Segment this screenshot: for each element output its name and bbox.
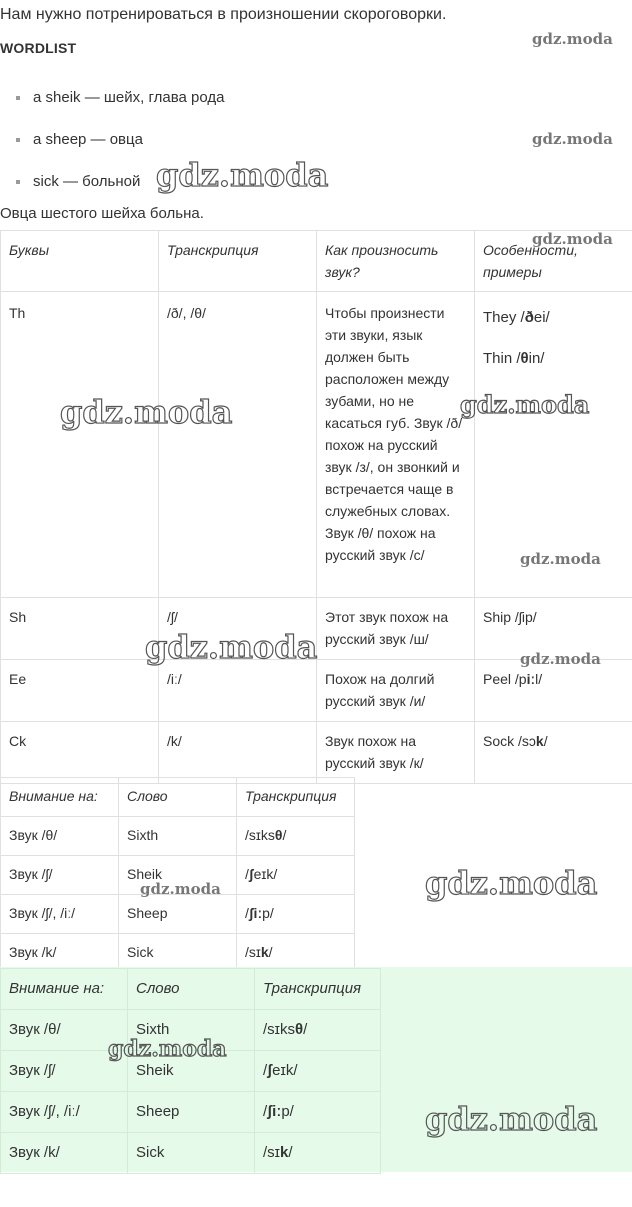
- column-header: Транскрипция: [255, 969, 381, 1010]
- bullet-icon: [16, 180, 20, 184]
- word-cell: Sheik: [128, 1051, 255, 1092]
- transcription-cell: /ʃiːp/: [237, 895, 355, 934]
- focus-cell: Звук /k/: [1, 934, 119, 973]
- bullet-icon: [16, 138, 20, 142]
- letters-cell: Sh: [1, 598, 159, 660]
- table-row: [1, 817, 355, 856]
- watermark: gdz.moda: [60, 393, 233, 431]
- column-header: Транскрипция: [237, 778, 355, 817]
- wordlist-title: WORDLIST: [0, 40, 77, 56]
- watermark: gdz.moda: [108, 1036, 227, 1062]
- transcription-cell: /sɪksθ/: [255, 1010, 381, 1051]
- list-item: a sheep — овца: [16, 130, 224, 172]
- transcription-cell: /sɪksθ/: [237, 817, 355, 856]
- focus-cell: Звук /k/: [1, 1133, 128, 1174]
- column-header: Транскрипция: [159, 231, 317, 292]
- transcription-cell: /ʃ/: [159, 598, 317, 660]
- watermark: gdz.moda: [140, 880, 221, 898]
- watermark: gdz.moda: [425, 864, 598, 902]
- table-row: [1, 660, 632, 722]
- column-header: Внимание на:: [1, 778, 119, 817]
- focus-cell: Звук /θ/: [1, 817, 119, 856]
- focus-cell: Звук /ʃ/: [1, 1051, 128, 1092]
- transcription-cell: /ʃeɪk/: [237, 856, 355, 895]
- how-cell: Похож на долгий русский звук /и/: [317, 660, 475, 722]
- focus-cell: Звук /ʃ/, /iː/: [1, 895, 119, 934]
- column-header: Особенности, примеры: [475, 231, 632, 292]
- how-cell: Этот звук похож на русский звук /ш/: [317, 598, 475, 660]
- attention-table-highlighted: [0, 968, 381, 1174]
- column-header: Как произносить звук?: [317, 231, 475, 292]
- watermark: gdz.moda: [460, 390, 590, 419]
- watermark: gdz.moda: [156, 156, 329, 194]
- column-header: Буквы: [1, 231, 159, 292]
- word-cell: Sheep: [119, 895, 237, 934]
- watermark: gdz.moda: [532, 30, 613, 48]
- wordlist: [16, 88, 224, 214]
- sentence-text: Овца шестого шейха больна.: [0, 205, 204, 222]
- how-cell: Звук похож на русский звук /к/: [317, 722, 475, 784]
- transcription-cell: /ð/, /θ/: [159, 292, 317, 598]
- word-cell: Sixth: [119, 817, 237, 856]
- examples-cell: Ship /ʃip/: [475, 598, 632, 660]
- focus-cell: Звук /ʃ/, /iː/: [1, 1092, 128, 1133]
- list-item: a sheik — шейх, глава рода: [16, 88, 224, 130]
- watermark: gdz.moda: [532, 130, 613, 148]
- examples-cell: Sock /sɔk/: [475, 722, 632, 784]
- word-cell: Sick: [128, 1133, 255, 1174]
- watermark: gdz.moda: [520, 550, 601, 568]
- table-header-row: [1, 969, 381, 1010]
- transcription-cell: /sɪk/: [255, 1133, 381, 1174]
- attention-table: [0, 777, 355, 973]
- word-cell: Sixth: [128, 1010, 255, 1051]
- transcription-cell: /iː/: [159, 660, 317, 722]
- watermark: gdz.moda: [532, 230, 613, 248]
- examples-cell: Peel /piːl/: [475, 660, 632, 722]
- focus-cell: Звук /θ/: [1, 1010, 128, 1051]
- focus-cell: Звук /ʃ/: [1, 856, 119, 895]
- table-row: [1, 722, 632, 784]
- list-item: sick — больной: [16, 172, 224, 214]
- bullet-icon: [16, 96, 20, 100]
- pronunciation-table: [0, 230, 632, 784]
- intro-text: Нам нужно потренироваться в произношении скороговорки.: [0, 6, 447, 23]
- watermark: gdz.moda: [520, 650, 601, 668]
- word-cell: Sheep: [128, 1092, 255, 1133]
- transcription-cell: /ʃiːp/: [255, 1092, 381, 1133]
- letters-cell: Ck: [1, 722, 159, 784]
- letters-cell: Ee: [1, 660, 159, 722]
- transcription-cell: /sɪk/: [237, 934, 355, 973]
- table-row: [1, 1092, 381, 1133]
- letters-cell: Th: [1, 292, 159, 598]
- watermark: gdz.moda: [145, 628, 318, 666]
- table-header-row: [1, 778, 355, 817]
- word-cell: Sheik: [119, 856, 237, 895]
- word-cell: Sick: [119, 934, 237, 973]
- how-cell: Чтобы произнести эти звуки, язык должен быть расположен между зубами, но не касаться губ. Звук /ð/ похож на русский звук /з/, он звонкий и встречается чаще в служебных словах. Звук /θ/ похож на русский звук /с/: [317, 292, 475, 598]
- example-line: Thin /θin/: [483, 350, 545, 367]
- column-header: Слово: [119, 778, 237, 817]
- column-header: Слово: [128, 969, 255, 1010]
- example-line: They /ðei/: [483, 309, 550, 326]
- watermark: gdz.moda: [425, 1100, 598, 1138]
- transcription-cell: /ʃeɪk/: [255, 1051, 381, 1092]
- column-header: Внимание на:: [1, 969, 128, 1010]
- table-row: [1, 1133, 381, 1174]
- transcription-cell: /k/: [159, 722, 317, 784]
- table-row: [1, 895, 355, 934]
